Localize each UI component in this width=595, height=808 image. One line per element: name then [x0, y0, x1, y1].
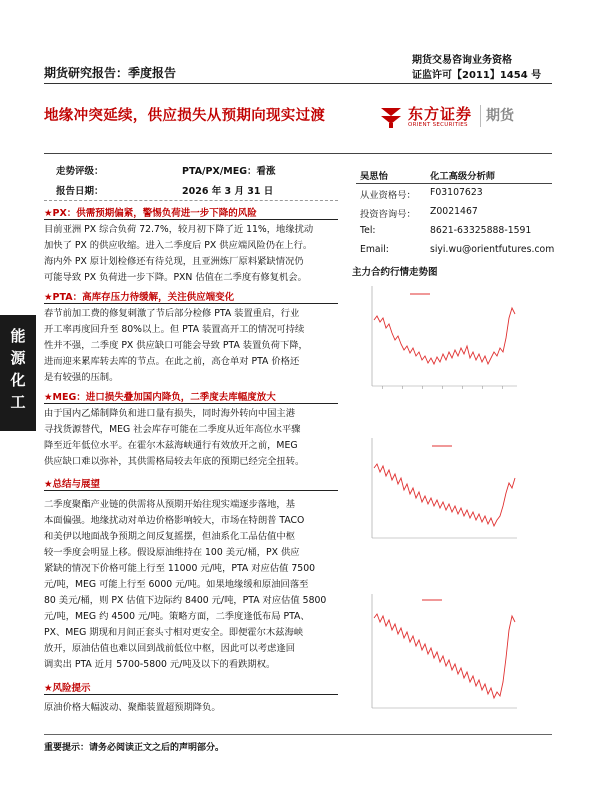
- date-label: 报告日期：: [56, 186, 104, 197]
- report-type: 期货研究报告：季度报告: [44, 66, 177, 80]
- chart-px: [372, 286, 517, 389]
- analyst-field-label: Email:: [360, 244, 389, 255]
- logo-name-en: ORIENT SECURITIES: [408, 122, 468, 128]
- analyst-field-label: 投资咨询号：: [360, 209, 416, 220]
- text-line: 寻找货源替代，MEG 社会库存可能在二季度从近年高位水平骤: [44, 424, 301, 435]
- text-line: 可能导致 PX 负荷进一步下降。PXN 估值在二季度有修复机会。: [44, 272, 307, 283]
- section-heading-px: ★PX：供需预期偏紧，警惕负荷进一步下降的风险: [44, 208, 257, 219]
- sector-sidebar: [0, 315, 36, 431]
- logo-name-cn: 东方证券: [408, 105, 473, 123]
- analyst-name: 吴思怡: [360, 171, 388, 182]
- text-line: 和美伊以地面战争预期之间反复摇摆，但油系化工品估值中枢: [44, 531, 296, 542]
- logo-mark-icon: [378, 103, 404, 129]
- sidebar-char: 能: [10, 327, 26, 345]
- tick-marks: [382, 386, 503, 389]
- rating-label: 走势评级：: [56, 166, 104, 177]
- text-line: 目前亚洲 PX 综合负荷 72.7%，较月初下降了近 11%，地缘扰动: [44, 224, 314, 235]
- analyst-title: 化工高级分析师: [430, 171, 496, 182]
- section-body-risk: [44, 700, 338, 716]
- report-title: 地缘冲突延续，供应损失从预期向现实过渡: [44, 108, 326, 124]
- text-line: 元/吨，MEG 可能上行至 6000 元/吨。如果地缘缓和原油回落至: [44, 579, 309, 590]
- section-body-summary: [44, 497, 338, 673]
- text-line: 开工率再度回升至 80%以上。但 PTA 装置高开工的情况可持续: [44, 324, 305, 335]
- text-line: 元/吨，MEG 约 4500 元/吨。策略方面，二季度逢低布局 PTA、: [44, 611, 310, 622]
- text-line: 原油价格大幅波动、聚酯装置超预期降负。: [44, 702, 221, 713]
- section-body-meg: [44, 406, 338, 470]
- text-line: 调卖出 PTA 近月 5700-5800 元/吨及以下的看跌期权。: [44, 659, 276, 670]
- footer-rule: [44, 734, 552, 735]
- text-line: 春节前加工费的修复刺激了节后部分检修 PTA 装置重启，行业: [44, 308, 300, 319]
- price-line: [374, 614, 515, 698]
- section-rule: [44, 303, 338, 304]
- sidebar-char: 源: [10, 349, 26, 367]
- price-trend-charts: [352, 278, 522, 718]
- text-line: 海内外 PX 原计划检修还有待兑现，且亚洲炼厂原料紧缺情况仍: [44, 256, 304, 267]
- logo-separator: [480, 105, 481, 127]
- sidebar-char: 工: [10, 393, 26, 411]
- text-line: 降至近年低位水平。在霍尔木兹海峡通行有效放开之前，MEG: [44, 440, 298, 451]
- logo-suffix: 期货: [486, 108, 514, 124]
- section-rule: [44, 219, 338, 220]
- rating-value: PTA/PX/MEG：看涨: [182, 166, 276, 177]
- analyst-field-label: 从业资格号：: [360, 190, 416, 201]
- title-rule: [44, 153, 552, 154]
- chart-meg: [372, 594, 517, 708]
- section-heading-pta: ★PTA：高库存压力待缓解，关注供应端变化: [44, 292, 235, 303]
- date-value: 2026 年 3 月 31 日: [182, 186, 274, 197]
- text-line: 二季度聚酯产业链的供需将从预期开始往现实端逐步落地，基: [44, 499, 296, 510]
- section-rule: [44, 490, 338, 491]
- analyst-field-value: F03107623: [430, 187, 483, 198]
- section-rule: [44, 403, 338, 404]
- text-line: 供应缺口难以弥补，其供需格局较去年底的预期已经完全扭转。: [44, 456, 305, 467]
- price-line: [374, 308, 515, 364]
- text-line: 本面偏强。地缘扰动对单边价格影响较大，市场在特朗普 TACO: [44, 515, 305, 526]
- section-body-px: [44, 222, 338, 286]
- section-heading-summary: ★总结与展望: [44, 479, 101, 490]
- company-logo: [378, 103, 518, 133]
- chart-title: 主力合约行情走势图: [352, 267, 438, 278]
- analyst-field-value[interactable]: siyi.wu@orientfutures.com: [430, 244, 555, 255]
- sidebar-char: 化: [10, 371, 26, 389]
- section-rule: [44, 694, 338, 695]
- text-line: 紧缺的情况下价格可能上行至 11000 元/吨，PTA 对应估值 7500: [44, 563, 316, 574]
- chart-pta: [372, 438, 517, 538]
- qualification-line-2: 证监许可【2011】1454 号: [412, 70, 542, 81]
- meta-divider: [44, 200, 338, 201]
- text-line: 放开，原油估值也难以回到战前低位中枢，因此可以考虑逢回: [44, 643, 296, 654]
- price-line: [374, 464, 515, 526]
- text-line: PX、MEG 期现和月间正套头寸相对更安全。即便霍尔木兹海峡: [44, 627, 304, 638]
- text-line: 较一季度会明显上移。假设原油维持在 100 美元/桶，PX 供应: [44, 547, 300, 558]
- text-line: 80 美元/桶，则 PX 估值下边际约 8400 元/吨，PTA 对应估值 5800: [44, 595, 327, 606]
- text-line: 进而迎来累库转去库的节点。在此之前，高仓单对 PTA 价格还: [44, 356, 300, 367]
- text-line: 加快了 PX 的供应收缩。进入二季度后 PX 供应端风险仍在上行。: [44, 240, 313, 251]
- analyst-field-value: 8621-63325888-1591: [430, 225, 532, 236]
- header-rule: [44, 83, 552, 84]
- section-body-pta: [44, 306, 338, 386]
- section-heading-risk: ★风险提示: [44, 683, 91, 694]
- section-heading-meg: ★MEG：进口损失叠加国内降负，二季度去库幅度放大: [44, 392, 276, 403]
- analyst-field-label: Tel:: [360, 225, 376, 236]
- text-line: 由于国内乙烯制降负和进口量有损失，同时海外转向中国主港: [44, 408, 296, 419]
- text-line: 是有较强的压制。: [44, 372, 119, 383]
- analyst-rule: [356, 183, 552, 184]
- footer-notice: 重要提示：请务必阅读正文之后的声明部分。: [44, 743, 225, 753]
- qualification-line-1: 期货交易咨询业务资格: [412, 55, 512, 66]
- analyst-field-value: Z0021467: [430, 206, 478, 217]
- text-line: 性并不强，二季度 PX 供应缺口可能会导致 PTA 装置负荷下降，: [44, 340, 308, 351]
